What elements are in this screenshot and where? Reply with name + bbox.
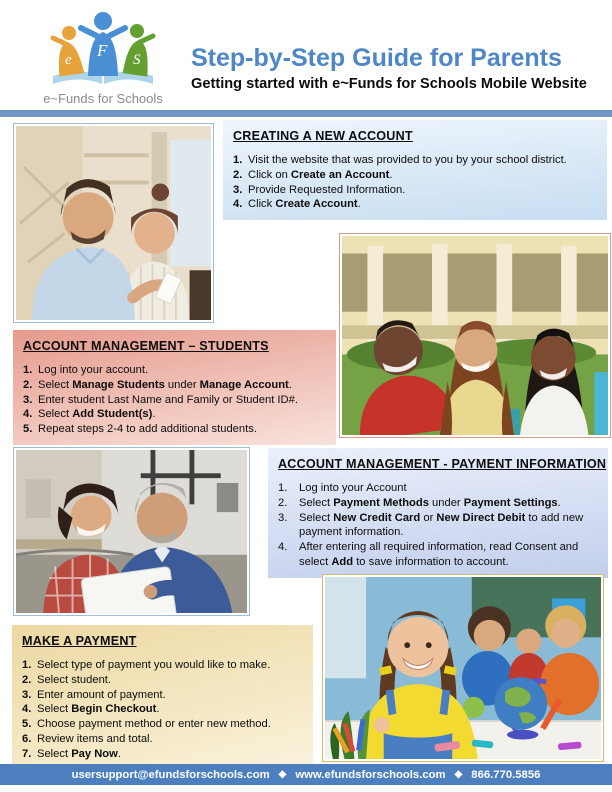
- photo-girl-classroom-image: [325, 577, 601, 759]
- footer-website: www.efundsforschools.com: [295, 768, 446, 781]
- photo-three-students-image: [342, 236, 608, 435]
- list-item: 1. Log into your Account: [278, 482, 407, 494]
- diamond-separator-icon: ◆: [278, 769, 287, 780]
- list-item: 3. Provide Requested Information.: [233, 183, 406, 196]
- page-title: Step-by-Step Guide for Parents: [191, 44, 562, 72]
- section-heading: MAKE A PAYMENT: [22, 634, 137, 648]
- list-item: 7. Select Pay Now.: [22, 747, 121, 760]
- list-item: 5. Repeat steps 2-4 to add additional students.: [23, 423, 257, 436]
- section-heading: CREATING A NEW ACCOUNT: [233, 129, 413, 143]
- list-item: 2. Select Payment Methods under Payment Settings.: [278, 496, 561, 509]
- section-account-management-payment-information: [268, 448, 608, 578]
- section-account-management-students: [13, 330, 336, 445]
- photo-couple-smartphone-image: [16, 126, 211, 320]
- svg-text:e: e: [65, 52, 72, 68]
- footer-contact-bar: [0, 764, 612, 785]
- logo-person-f: [81, 12, 125, 76]
- photo-couple-tablet-image: [16, 450, 247, 613]
- diamond-separator-icon: ◆: [454, 769, 463, 780]
- efunds-logo: [28, 12, 178, 108]
- section-make-a-payment: [12, 625, 313, 770]
- photo-three-students: [339, 233, 611, 438]
- list-item: 4. After entering all required information, read Consent and select Add to save information to account.: [278, 541, 579, 568]
- photo-girl-classroom: [322, 574, 604, 762]
- list-item: 3. Enter amount of payment.: [22, 688, 166, 701]
- list-item: 2. Click on Create an Account.: [233, 168, 393, 181]
- list-item: 4. Select Begin Checkout.: [22, 703, 160, 716]
- step-list: [233, 153, 597, 212]
- list-item: 3. Enter student Last Name and Family or Student ID#.: [23, 393, 298, 406]
- list-item: 2. Select student.: [22, 673, 112, 686]
- section-creating-a-new-account: [223, 120, 607, 220]
- step-list: [278, 481, 598, 570]
- photo-couple-tablet: [13, 447, 250, 616]
- photo-couple-smartphone: [13, 123, 214, 323]
- section-heading: ACCOUNT MANAGEMENT – STUDENTS: [23, 339, 269, 353]
- list-item: 1. Visit the website that was provided to you by your school district.: [233, 154, 567, 166]
- efunds-logo-icon: [39, 12, 167, 90]
- header-divider-bar: [0, 110, 612, 117]
- list-item: 2. Select Manage Students under Manage Account.: [23, 378, 292, 391]
- list-item: 4. Select Add Student(s).: [23, 408, 156, 421]
- logo-person-e: [53, 26, 84, 77]
- logo-caption: e~Funds for Schools: [43, 91, 163, 106]
- step-list: [23, 363, 326, 437]
- list-item: 3. Select New Credit Card or New Direct Debit to add new payment information.: [278, 511, 584, 539]
- logo-person-s: [123, 24, 153, 77]
- list-item: 4. Click Create Account.: [233, 198, 361, 211]
- footer-email: usersupport@efundsforschools.com: [71, 768, 270, 781]
- list-item: 5. Choose payment method or enter new method.: [22, 718, 271, 731]
- page-subtitle: Getting started with e~Funds for Schools Mobile Website: [191, 76, 587, 92]
- section-heading: ACCOUNT MANAGEMENT - PAYMENT INFORMATION: [278, 457, 607, 471]
- svg-text:F: F: [97, 41, 108, 60]
- step-list: [22, 658, 303, 762]
- list-item: 6. Review items and total.: [22, 732, 153, 745]
- list-item: 1. Log into your account.: [23, 364, 149, 376]
- list-item: 1. Select type of payment you would like to make.: [22, 659, 271, 671]
- footer-phone: 866.770.5856: [471, 768, 541, 781]
- svg-text:S: S: [133, 52, 141, 68]
